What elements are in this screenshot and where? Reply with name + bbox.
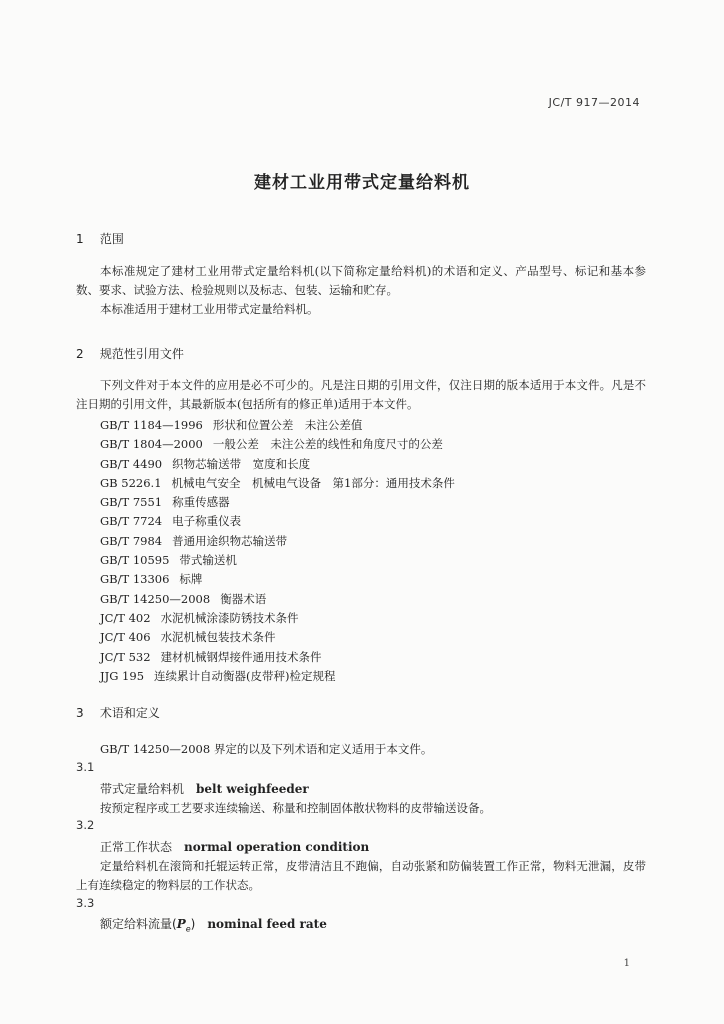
list-item	[100, 648, 455, 667]
reference-title: 标牌	[179, 572, 203, 587]
reference-code: GB/T 10595	[100, 553, 170, 568]
term-symbol-close: )	[190, 917, 196, 931]
reference-title: 水泥机械包装技术条件	[160, 630, 276, 645]
document-title: 建材工业用带式定量给料机	[254, 173, 470, 193]
reference-title: 称重传感器	[172, 495, 230, 510]
list-item	[100, 609, 455, 628]
list-item	[100, 532, 455, 551]
term-english: nominal feed rate	[207, 917, 327, 931]
term-symbol-subscript: e	[185, 924, 191, 934]
reference-code: GB/T 13306	[100, 572, 170, 587]
section-number: 3	[76, 706, 84, 720]
reference-title: 连续累计自动衡器(皮带秤)检定规程	[154, 668, 336, 683]
reference-code: GB/T 7984	[100, 533, 163, 548]
reference-title: 衡器术语	[220, 591, 267, 606]
term-chinese: 带式定量给料机	[100, 782, 185, 796]
reference-title: 水泥机械涂漆防锈技术条件	[160, 610, 299, 625]
term-chinese: 正常工作状态	[100, 840, 173, 854]
reference-code: GB 5226.1	[100, 475, 162, 490]
scope-applicability-paragraph: 本标准适用于建材工业用带式定量给料机。	[100, 302, 319, 316]
reference-code: JC/T 406	[100, 630, 151, 645]
reference-title: 电子称重仪表	[172, 514, 242, 529]
section-1-body	[76, 262, 646, 319]
list-item	[100, 551, 455, 570]
list-item	[100, 493, 455, 512]
list-item	[100, 590, 455, 609]
section-title: 术语和定义	[99, 706, 160, 720]
reference-title: 带式输送机	[179, 553, 237, 568]
section-title: 范围	[99, 232, 124, 246]
term-chinese: 额定给料流量(	[100, 917, 177, 931]
clause-number: 3.3	[76, 896, 95, 910]
reference-code: JC/T 402	[100, 610, 151, 625]
section-2-intro	[76, 376, 646, 414]
list-item	[100, 667, 455, 686]
reference-title: 形状和位置公差 未注公差值	[212, 418, 363, 432]
list-item	[100, 570, 455, 589]
term-definition: 定量给料机在滚筒和托辊运转正常，皮带清洁且不跑偏，自动张紧和防偏装置工作正常，物料无泄漏，皮带上有连续稳定的物料层的工作状态。	[76, 859, 646, 892]
reference-code: JC/T 532	[100, 649, 151, 664]
section-title: 规范性引用文件	[99, 347, 184, 361]
section-3-heading	[76, 704, 160, 721]
reference-title: 机械电气安全 机械电气设备 第1部分：通用技术条件	[171, 475, 455, 490]
term-definition-block	[76, 857, 646, 895]
term-heading	[100, 915, 327, 933]
section-3-intro	[76, 740, 646, 759]
list-item	[100, 628, 455, 647]
list-item	[100, 416, 455, 435]
reference-code: GB/T 7724	[100, 514, 163, 529]
term-symbol: P	[176, 917, 186, 931]
list-item	[100, 512, 455, 531]
standard-code: JC/T 917—2014	[548, 96, 640, 109]
term-heading	[100, 780, 309, 797]
reference-code: GB/T 7551	[100, 495, 163, 510]
term-english: normal operation condition	[184, 840, 370, 854]
clause-number: 3.2	[76, 818, 95, 832]
term-heading	[100, 838, 369, 855]
section-1-heading	[76, 230, 124, 247]
term-english: belt weighfeeder	[196, 782, 309, 796]
reference-code: GB/T 1804—2000	[100, 437, 203, 452]
list-item	[100, 455, 455, 474]
reference-code: JJG 195	[100, 668, 145, 683]
term-definition-block	[76, 799, 646, 818]
page-number: 1	[623, 958, 630, 969]
reference-title: 一般公差 未注公差的线性和角度尺寸的公差	[212, 437, 443, 452]
normative-references-intro: 下列文件对于本文件的应用是必不可少的。凡是注日期的引用文件，仅注日期的版本适用于本文件。凡是不注日期的引用文件，其最新版本(包括所有的修正单)适用于本文件。	[76, 378, 646, 411]
reference-list	[100, 416, 455, 686]
section-2-heading	[76, 345, 184, 362]
reference-code: GB/T 4490	[100, 456, 163, 471]
section-number: 1	[76, 232, 84, 246]
reference-title: 建材机械钢焊接件通用技术条件	[160, 649, 322, 664]
term-definition: 按预定程序或工艺要求连续输送、称量和控制固体散状物料的皮带输送设备。	[100, 801, 491, 815]
list-item	[100, 435, 455, 454]
list-item	[100, 474, 455, 493]
section-number: 2	[76, 347, 84, 361]
reference-title: 普通用途织物芯输送带	[172, 533, 288, 548]
scope-paragraph: 本标准规定了建材工业用带式定量给料机(以下简称定量给料机)的术语和定义、产品型号、标记和基本参数、要求、试验方法、检验规则以及标志、包装、运输和贮存。	[76, 264, 646, 297]
terms-intro: GB/T 14250—2008 界定的以及下列术语和定义适用于本文件。	[100, 742, 433, 756]
reference-code: GB/T 1184—1996	[100, 418, 203, 432]
reference-title: 织物芯输送带 宽度和长度	[172, 456, 311, 471]
reference-code: GB/T 14250—2008	[100, 591, 211, 606]
clause-number: 3.1	[76, 760, 95, 774]
